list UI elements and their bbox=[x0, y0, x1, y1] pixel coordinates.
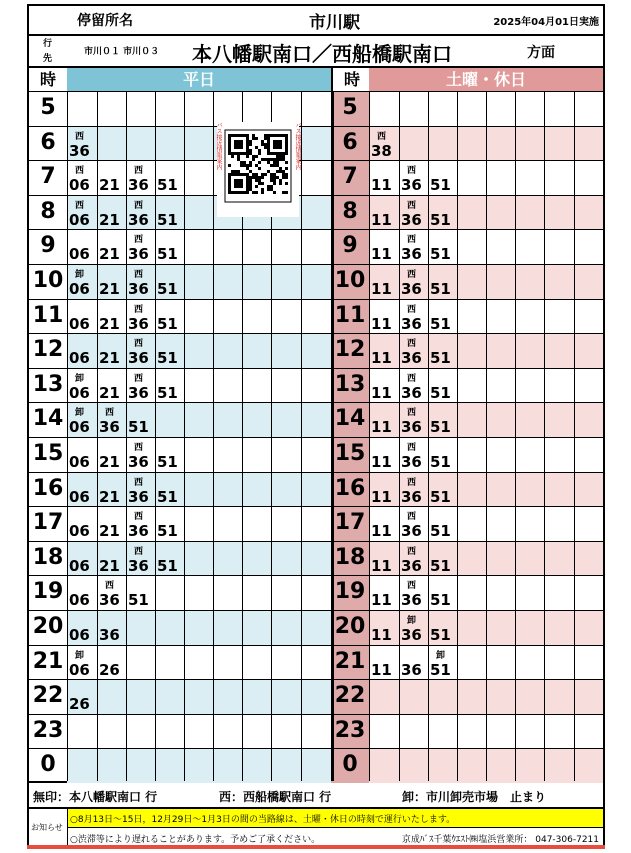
weekday-destination-mark: 西 bbox=[75, 166, 85, 177]
weekday-departure-minute: 06 bbox=[69, 176, 90, 195]
grid-hline bbox=[29, 541, 603, 542]
holiday-departure-minute: 36 bbox=[401, 280, 422, 298]
qr-code-area bbox=[217, 122, 299, 217]
weekday-departure-minute: 51 bbox=[157, 245, 178, 264]
destination: 本八幡駅南口／西船橋駅南口 bbox=[192, 42, 452, 66]
weekday-departure-minute: 06 bbox=[69, 453, 90, 471]
weekday-hour-15: 15 bbox=[32, 441, 64, 466]
weekday-departure-minute: 21 bbox=[99, 383, 120, 402]
weekday-destination-mark: 西 bbox=[134, 443, 144, 453]
holiday-destination-mark: 西 bbox=[407, 304, 417, 315]
grid-hline bbox=[29, 472, 603, 473]
holiday-hour-12: 12 bbox=[334, 337, 366, 363]
holiday-departure-minute: 51 bbox=[430, 453, 451, 471]
weekday-departure-minute: 36 bbox=[128, 522, 149, 541]
holiday-departure-minute: 11 bbox=[371, 314, 392, 333]
weekday-hour-8: 8 bbox=[40, 198, 56, 224]
weekday-hour-0: 0 bbox=[40, 752, 56, 778]
holiday-destination-mark: 西 bbox=[407, 235, 417, 246]
weekday-departure-minute: 51 bbox=[157, 314, 178, 333]
weekday-departure-minute: 51 bbox=[157, 487, 178, 506]
weekday-row-bg bbox=[67, 679, 331, 714]
holiday-destination-mark: 西 bbox=[407, 408, 417, 419]
weekday-departure-minute: 36 bbox=[128, 280, 149, 298]
grid-hline bbox=[29, 91, 603, 92]
holiday-departure-minute: 36 bbox=[401, 314, 422, 333]
weekday-destination-mark: 卸 bbox=[75, 650, 85, 661]
weekday-hour-17: 17 bbox=[32, 510, 64, 536]
holiday-destination-mark: 西 bbox=[407, 270, 417, 280]
holiday-departure-minute: 51 bbox=[430, 660, 451, 679]
holiday-hour-21: 21 bbox=[334, 648, 366, 674]
weekday-hour-6: 6 bbox=[40, 129, 56, 155]
grid-hline bbox=[29, 368, 603, 369]
holiday-hour-17: 17 bbox=[334, 510, 366, 536]
weekday-destination-mark: 西 bbox=[75, 200, 85, 211]
weekday-hour-14: 14 bbox=[32, 406, 64, 432]
notice-label: お知らせ bbox=[31, 823, 63, 832]
holiday-departure-minute: 51 bbox=[430, 210, 451, 229]
holiday-hour-16: 16 bbox=[334, 475, 366, 501]
holiday-departure-minute: 36 bbox=[401, 487, 422, 506]
holiday-departure-minute: 36 bbox=[401, 349, 422, 368]
weekday-departure-minute: 51 bbox=[128, 418, 149, 437]
holiday-departure-minute: 36 bbox=[401, 626, 422, 644]
weekday-departure-minute: 36 bbox=[128, 210, 149, 229]
grid-hline bbox=[29, 299, 603, 300]
stop-label: 停留所名 bbox=[77, 13, 133, 29]
holiday-hour-9: 9 bbox=[342, 233, 358, 259]
holiday-departure-minute: 11 bbox=[371, 349, 392, 368]
weekday-departure-minute: 21 bbox=[99, 210, 120, 229]
holiday-departure-minute: 51 bbox=[430, 556, 451, 575]
weekday-departure-minute: 06 bbox=[69, 626, 90, 644]
holiday-destination-mark: 西 bbox=[407, 443, 417, 453]
effective-date: 2025年04月01日実施 bbox=[493, 17, 599, 28]
holiday-departure-minute: 11 bbox=[371, 626, 392, 644]
weekday-departure-minute: 06 bbox=[69, 349, 90, 368]
grid-hline bbox=[29, 195, 603, 196]
holiday-departure-minute: 36 bbox=[401, 383, 422, 402]
grid-hline bbox=[29, 506, 603, 507]
holiday-departure-minute: 51 bbox=[430, 349, 451, 368]
weekday-departure-minute: 21 bbox=[99, 176, 120, 195]
holiday-departure-minute: 11 bbox=[371, 453, 392, 471]
timetable-grid bbox=[27, 68, 605, 783]
weekday-departure-minute: 21 bbox=[99, 314, 120, 333]
holiday-hour-5: 5 bbox=[342, 95, 358, 120]
notice-line-1: ○8月13日～15日，12月29日～1月3日の間の当路線は、土曜・休日の時刻で運行いたします。 bbox=[70, 815, 456, 825]
qr-caption-right: バス接近情報案内 bbox=[294, 122, 301, 170]
weekday-hour-12: 12 bbox=[32, 337, 64, 363]
holiday-destination-mark: 西 bbox=[407, 581, 417, 592]
weekday-hour-22: 22 bbox=[32, 683, 64, 709]
weekday-destination-mark: 西 bbox=[134, 166, 144, 177]
holiday-departure-minute: 36 bbox=[401, 453, 422, 471]
weekday-departure-minute: 06 bbox=[69, 418, 90, 437]
weekday-destination-mark: 西 bbox=[134, 200, 144, 211]
holiday-departure-minute: 11 bbox=[371, 245, 392, 264]
holiday-departure-minute: 51 bbox=[430, 487, 451, 506]
holiday-departure-minute: 51 bbox=[430, 626, 451, 644]
holiday-hour-19: 19 bbox=[334, 579, 366, 605]
holiday-departure-minute: 51 bbox=[430, 522, 451, 541]
holiday-departure-minute: 36 bbox=[401, 522, 422, 541]
holiday-destination-mark: 西 bbox=[407, 373, 417, 384]
grid-hline bbox=[29, 645, 603, 646]
holiday-departure-minute: 11 bbox=[371, 383, 392, 402]
holiday-destination-mark: 西 bbox=[407, 166, 417, 177]
holiday-destination-mark: 西 bbox=[407, 546, 417, 557]
weekday-departure-minute: 21 bbox=[99, 349, 120, 368]
holiday-hour-23: 23 bbox=[334, 717, 366, 743]
weekday-hour-10: 10 bbox=[32, 268, 64, 293]
grid-hline bbox=[29, 126, 603, 127]
route-label-top: 行 bbox=[43, 39, 53, 49]
holiday-departure-minute: 38 bbox=[371, 141, 392, 160]
weekday-departure-minute: 36 bbox=[69, 141, 90, 160]
weekday-departure-minute: 36 bbox=[128, 487, 149, 506]
weekday-hour-13: 13 bbox=[32, 371, 64, 397]
weekday-departure-minute: 51 bbox=[157, 176, 178, 195]
holiday-destination-mark: 西 bbox=[407, 477, 417, 488]
weekday-departure-minute: 36 bbox=[128, 453, 149, 471]
weekday-departure-minute: 51 bbox=[157, 349, 178, 368]
weekday-hour-20: 20 bbox=[32, 614, 64, 639]
holiday-departure-minute: 51 bbox=[430, 245, 451, 264]
weekday-hour-header: 時 bbox=[29, 68, 68, 91]
weekday-destination-mark: 西 bbox=[105, 408, 115, 419]
holiday-departure-minute: 36 bbox=[401, 245, 422, 264]
weekday-departure-minute: 36 bbox=[99, 626, 120, 644]
weekday-departure-minute: 06 bbox=[69, 660, 90, 679]
holiday-hour-22: 22 bbox=[334, 683, 366, 709]
holiday-departure-minute: 11 bbox=[371, 280, 392, 298]
holiday-departure-minute: 36 bbox=[401, 210, 422, 229]
weekday-destination-mark: 西 bbox=[134, 270, 144, 280]
holiday-hour-13: 13 bbox=[334, 371, 366, 397]
weekday-hour-16: 16 bbox=[32, 475, 64, 501]
holiday-departure-minute: 11 bbox=[371, 176, 392, 195]
holiday-destination-mark: 西 bbox=[377, 131, 387, 142]
weekday-destination-mark: 卸 bbox=[75, 408, 85, 419]
holiday-departure-minute: 11 bbox=[371, 522, 392, 541]
grid-hline bbox=[29, 748, 603, 749]
grid-hline bbox=[29, 402, 603, 403]
holiday-destination-mark: 西 bbox=[407, 200, 417, 211]
grid-hline bbox=[29, 160, 603, 161]
stop-name: 市川駅 bbox=[309, 13, 360, 33]
weekday-destination-mark: 西 bbox=[105, 581, 115, 592]
weekday-departure-minute: 51 bbox=[157, 210, 178, 229]
weekday-destination-mark: 卸 bbox=[75, 270, 85, 280]
holiday-departure-minute: 51 bbox=[430, 176, 451, 195]
weekday-departure-minute: 06 bbox=[69, 591, 90, 610]
holiday-header: 土曜・休日 bbox=[369, 68, 603, 91]
holiday-departure-minute: 51 bbox=[430, 418, 451, 437]
holiday-departure-minute: 11 bbox=[371, 660, 392, 679]
legend-none: 無印：本八幡駅南口 行 bbox=[33, 790, 158, 804]
holiday-hour-6: 6 bbox=[342, 129, 358, 155]
weekday-destination-mark: 西 bbox=[134, 546, 144, 557]
bottom-accent-bar bbox=[27, 845, 605, 849]
weekday-departure-minute: 51 bbox=[157, 522, 178, 541]
grid-hline bbox=[29, 679, 603, 680]
notice-box bbox=[27, 809, 605, 849]
holiday-departure-minute: 51 bbox=[430, 314, 451, 333]
holiday-destination-mark: 卸 bbox=[436, 650, 446, 661]
weekday-destination-mark: 西 bbox=[75, 131, 85, 142]
holiday-departure-minute: 36 bbox=[401, 660, 422, 679]
weekday-departure-minute: 26 bbox=[69, 695, 90, 714]
weekday-departure-minute: 21 bbox=[99, 522, 120, 541]
direction-label: 方面 bbox=[527, 45, 555, 61]
holiday-destination-mark: 西 bbox=[407, 512, 417, 523]
legend-nishi: 西：西船橋駅南口 行 bbox=[219, 790, 332, 804]
holiday-departure-minute: 36 bbox=[401, 176, 422, 195]
weekday-departure-minute: 36 bbox=[128, 349, 149, 368]
weekday-departure-minute: 36 bbox=[128, 245, 149, 264]
holiday-departure-minute: 51 bbox=[430, 383, 451, 402]
holiday-departure-minute: 11 bbox=[371, 591, 392, 610]
holiday-hour-18: 18 bbox=[334, 544, 366, 570]
holiday-departure-minute: 51 bbox=[430, 591, 451, 610]
grid-hline bbox=[29, 437, 603, 438]
holiday-departure-minute: 11 bbox=[371, 487, 392, 506]
holiday-hour-0: 0 bbox=[342, 752, 358, 778]
holiday-hour-20: 20 bbox=[334, 614, 366, 639]
weekday-hour-19: 19 bbox=[32, 579, 64, 605]
weekday-hour-9: 9 bbox=[40, 233, 56, 259]
weekday-departure-minute: 36 bbox=[128, 314, 149, 333]
weekday-departure-minute: 36 bbox=[128, 383, 149, 402]
grid-hline bbox=[29, 575, 603, 576]
holiday-departure-minute: 11 bbox=[371, 210, 392, 229]
weekday-departure-minute: 21 bbox=[99, 487, 120, 506]
weekday-row-bg bbox=[67, 91, 331, 126]
weekday-hour-18: 18 bbox=[32, 544, 64, 570]
weekday-hour-23: 23 bbox=[32, 717, 64, 743]
weekday-departure-minute: 51 bbox=[128, 591, 149, 610]
weekday-departure-minute: 36 bbox=[128, 176, 149, 195]
weekday-departure-minute: 51 bbox=[157, 453, 178, 471]
weekday-departure-minute: 21 bbox=[99, 280, 120, 298]
header-row-1 bbox=[27, 4, 605, 34]
holiday-departure-minute: 36 bbox=[401, 418, 422, 437]
holiday-departure-minute: 11 bbox=[371, 556, 392, 575]
weekday-destination-mark: 卸 bbox=[75, 373, 85, 384]
grid-hline bbox=[29, 229, 603, 230]
weekday-hour-5: 5 bbox=[40, 95, 56, 120]
timetable-sheet bbox=[27, 4, 605, 849]
legend-oroshi: 卸：市川卸売市場 止まり bbox=[402, 790, 547, 804]
holiday-hour-14: 14 bbox=[334, 406, 366, 432]
grid-hline bbox=[29, 264, 603, 265]
holiday-hour-10: 10 bbox=[334, 268, 366, 293]
weekday-departure-minute: 21 bbox=[99, 245, 120, 264]
holiday-departure-minute: 51 bbox=[430, 280, 451, 298]
weekday-departure-minute: 21 bbox=[99, 453, 120, 471]
weekday-departure-minute: 51 bbox=[157, 556, 178, 575]
grid-hline bbox=[29, 610, 603, 611]
weekday-departure-minute: 26 bbox=[99, 660, 120, 679]
weekday-departure-minute: 06 bbox=[69, 556, 90, 575]
operator-contact: 京成ﾊﾞｽ千葉ｳｴｽﾄ㈱塩浜営業所： 047-306-7211 bbox=[401, 835, 599, 845]
holiday-hour-11: 11 bbox=[334, 302, 366, 328]
weekday-departure-minute: 51 bbox=[157, 383, 178, 402]
holiday-departure-minute: 36 bbox=[401, 591, 422, 610]
route-label-bottom: 先 bbox=[43, 54, 53, 64]
weekday-destination-mark: 西 bbox=[134, 477, 144, 488]
weekday-departure-minute: 06 bbox=[69, 487, 90, 506]
holiday-hour-15: 15 bbox=[334, 441, 366, 466]
weekday-departure-minute: 06 bbox=[69, 383, 90, 402]
holiday-departure-minute: 36 bbox=[401, 556, 422, 575]
weekday-row-bg bbox=[67, 714, 331, 749]
weekday-departure-minute: 36 bbox=[99, 418, 120, 437]
weekday-destination-mark: 西 bbox=[134, 512, 144, 523]
holiday-departure-minute: 11 bbox=[371, 418, 392, 437]
grid-hline bbox=[29, 333, 603, 334]
weekday-departure-minute: 06 bbox=[69, 522, 90, 541]
weekday-departure-minute: 36 bbox=[128, 556, 149, 575]
holiday-destination-mark: 西 bbox=[407, 339, 417, 350]
weekday-departure-minute: 36 bbox=[99, 591, 120, 610]
weekday-hour-7: 7 bbox=[40, 164, 56, 190]
route-numbers: 市川０１ 市川０３ bbox=[84, 47, 160, 57]
weekday-hour-21: 21 bbox=[32, 648, 64, 674]
weekday-destination-mark: 西 bbox=[134, 235, 144, 246]
weekday-header: 平日 bbox=[67, 68, 331, 91]
weekday-hour-11: 11 bbox=[32, 302, 64, 328]
weekday-destination-mark: 西 bbox=[134, 304, 144, 315]
weekday-destination-mark: 西 bbox=[134, 339, 144, 350]
weekday-departure-minute: 51 bbox=[157, 280, 178, 298]
legend-row bbox=[27, 783, 605, 809]
weekday-destination-mark: 西 bbox=[134, 373, 144, 384]
weekday-departure-minute: 06 bbox=[69, 280, 90, 298]
weekday-departure-minute: 06 bbox=[69, 245, 90, 264]
header-row-2 bbox=[27, 34, 605, 68]
holiday-destination-mark: 卸 bbox=[407, 616, 417, 626]
qr-caption-left: バス接近情報案内 bbox=[215, 122, 222, 170]
notice-line-2: ○渋滞等により遅れることがあります。予めご了承ください。 bbox=[70, 835, 321, 845]
weekday-departure-minute: 06 bbox=[69, 210, 90, 229]
weekday-row-bg bbox=[67, 748, 331, 783]
holiday-hour-header: 時 bbox=[331, 68, 372, 91]
weekday-departure-minute: 21 bbox=[99, 556, 120, 575]
grid-hline bbox=[29, 714, 603, 715]
weekday-departure-minute: 06 bbox=[69, 314, 90, 333]
holiday-hour-8: 8 bbox=[342, 198, 358, 224]
qr-code-icon bbox=[217, 122, 299, 217]
holiday-hour-7: 7 bbox=[342, 164, 358, 190]
